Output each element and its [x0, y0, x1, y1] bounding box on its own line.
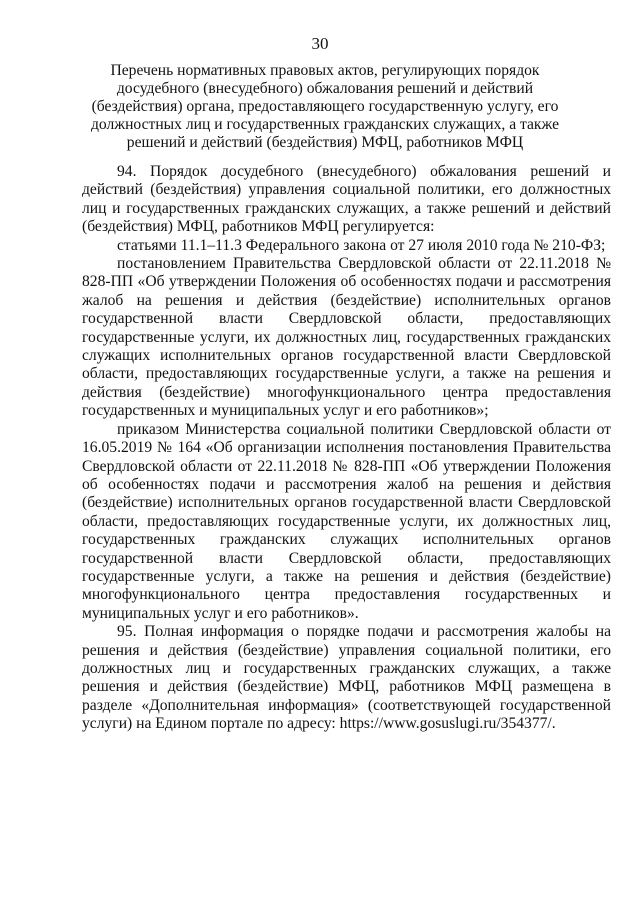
paragraph-government-decree: постановлением Правительства Свердловской области от 22.11.2018 № 828-ПП «Об утверждении Положения об особенностях подачи и рассмотрения жалоб на решения и действия (бездействие) исполнительных органов государственной власти Свердловской области, предоставляющих государственные услуги, их должностных лиц, государственных гражданских служащих исполнительных органов государственной власти Свердловской области, предоставляющих государственные услуги, а также на решения и действия (бездействие) многофункционального центра предоставления государственных и муниципальных услуг и его работников»;	[82, 255, 611, 420]
document-body	[82, 163, 611, 734]
paragraph-ministry-order: приказом Министерства социальной политики Свердловской области от 16.05.2019 № 164 «Об организации исполнения постановления Правительства Свердловской области от 22.11.2018 № 828-ПП «Об утверждении Положения об особенностях подачи и рассмотрения жалоб на решения и действия (бездействие) исполнительных органов государственной власти Свердловской области, предоставляющих государственные услуги, их должностных лиц, государственных гражданских служащих исполнительных органов государственной власти Свердловской области, предоставляющих государственные услуги, а также на решения и действия (бездействие) многофункционального центра предоставления государственных и муниципальных услуг и его работников».	[82, 420, 611, 622]
paragraph-federal-law: статьями 11.1–11.3 Федерального закона от 27 июля 2010 года № 210-ФЗ;	[117, 236, 606, 254]
section-heading: Перечень нормативных правовых актов, регулирующих порядок досудебного (внесудебного) обжалования решений и действий (бездействия) органа, предоставляющего государственную услугу, его должностных лиц и государственных гражданских служащих, а также решений и действий (бездействия) МФЦ, работников МФЦ	[90, 62, 560, 151]
page-number: 30	[311, 34, 329, 53]
paragraph-95-info: 95. Полная информация о порядке подачи и рассмотрения жалобы на решения и действия (бездействие) управления социальной политики, его должностных лиц и государственных гражданских служащих, а также решения и действия (бездействие) МФЦ, работников МФЦ размещена в разделе «Дополнительная информация» (соответствующей государственной услуги) на Едином портале по адресу: https://www.gosuslugi.ru/354377/.	[82, 623, 611, 733]
paragraph-94-intro: 94. Порядок досудебного (внесудебного) обжалования решений и действий (бездействия) управления социальной политики, его должностных лиц и государственных гражданских служащих, а также решений и действий (бездействия) МФЦ, работников МФЦ регулируется:	[82, 163, 611, 236]
